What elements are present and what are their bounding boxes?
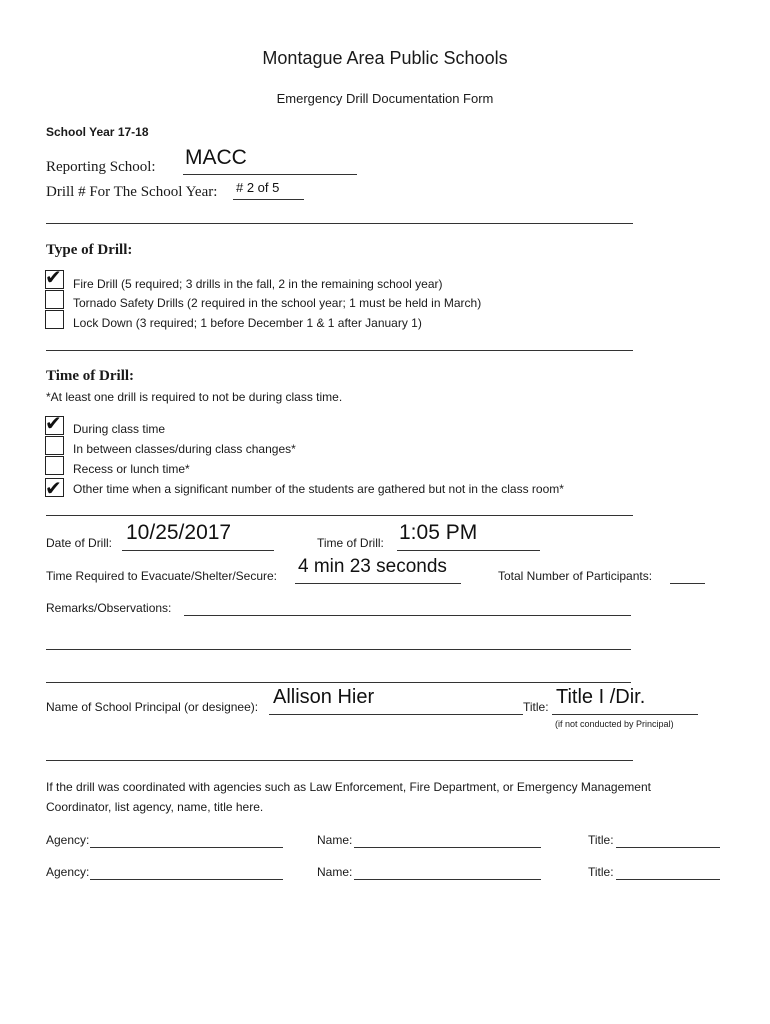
type-of-drill-heading: Type of Drill: [46, 242, 133, 258]
checkbox-recess-lunch[interactable] [45, 456, 64, 475]
remarks-line[interactable] [46, 682, 631, 683]
remarks-line[interactable] [184, 615, 631, 616]
option-lock-down: Lock Down (3 required; 1 before December 1 & 1 after January 1) [73, 316, 422, 330]
form-subtitle: Emergency Drill Documentation Form [276, 91, 494, 106]
divider [46, 350, 633, 351]
evacuate-line [295, 583, 461, 584]
time-of-drill-heading: Time of Drill: [46, 368, 135, 384]
agency-name-label-2: Name: [317, 865, 353, 879]
time-line [397, 550, 540, 551]
check-icon: ✔ [45, 476, 62, 500]
check-icon: ✔ [45, 265, 62, 289]
option-between-classes: In between classes/during class changes* [73, 442, 296, 456]
agency-title-field-2[interactable] [616, 879, 720, 880]
checkbox-between-classes[interactable] [45, 436, 64, 455]
option-other-time: Other time when a significant number of the students are gathered but not in the class room* [73, 482, 564, 496]
agency-name-label-1: Name: [317, 833, 353, 847]
agency-title-label-1: Title: [588, 833, 614, 847]
agency-label-2: Agency: [46, 865, 90, 879]
divider [46, 760, 633, 761]
principal-value[interactable]: Allison Hier [273, 686, 375, 708]
checkbox-lock-down[interactable] [45, 310, 64, 329]
time-of-drill-note: *At least one drill is required to not be during class time. [46, 390, 343, 404]
principal-title-value[interactable]: Title I /Dir. [556, 686, 646, 708]
principal-title-line [552, 714, 698, 715]
divider [46, 515, 633, 516]
agencies-intro-line2: Coordinator, list agency, name, title here. [46, 800, 264, 814]
agency-title-field-1[interactable] [616, 847, 720, 848]
evacuate-value[interactable]: 4 min 23 seconds [298, 556, 447, 577]
principal-title-label: Title: [523, 700, 549, 714]
date-label: Date of Drill: [46, 536, 113, 550]
agencies-intro-line1: If the drill was coordinated with agencies such as Law Enforcement, Fire Department, or Emergency Management [46, 780, 651, 794]
agency-field-2[interactable] [90, 879, 283, 880]
page-title: Montague Area Public Schools [262, 48, 508, 68]
agency-name-field-1[interactable] [354, 847, 541, 848]
time-value[interactable]: 1:05 PM [399, 521, 478, 544]
drill-number-label: Drill # For The School Year: [46, 184, 218, 200]
checkbox-tornado-drill[interactable] [45, 290, 64, 309]
principal-title-note: (if not conducted by Principal) [555, 719, 674, 729]
drill-number-line [233, 199, 304, 200]
option-recess-lunch: Recess or lunch time* [73, 462, 190, 476]
divider [46, 223, 633, 224]
option-during-class: During class time [73, 422, 166, 436]
option-tornado-drill: Tornado Safety Drills (2 required in the school year; 1 must be held in March) [73, 296, 482, 310]
remarks-label: Remarks/Observations: [46, 601, 172, 615]
date-value[interactable]: 10/25/2017 [126, 521, 232, 544]
reporting-school-line [183, 174, 357, 175]
check-icon: ✔ [45, 411, 62, 435]
reporting-school-label: Reporting School: [46, 159, 156, 175]
agency-label-1: Agency: [46, 833, 90, 847]
time-label: Time of Drill: [317, 536, 384, 550]
agency-name-field-2[interactable] [354, 879, 541, 880]
participants-label: Total Number of Participants: [498, 569, 653, 583]
agency-title-label-2: Title: [588, 865, 614, 879]
evacuate-label: Time Required to Evacuate/Shelter/Secure: [46, 569, 278, 583]
participants-line [670, 583, 705, 584]
agency-field-1[interactable] [90, 847, 283, 848]
school-year: School Year 17-18 [46, 125, 149, 139]
principal-label: Name of School Principal (or designee): [46, 700, 259, 714]
reporting-school-value[interactable]: MACC [185, 146, 247, 169]
drill-number-value[interactable]: # 2 of 5 [236, 180, 280, 195]
option-fire-drill: Fire Drill (5 required; 3 drills in the fall, 2 in the remaining school year) [73, 277, 443, 291]
remarks-line[interactable] [46, 649, 631, 650]
principal-line [269, 714, 523, 715]
date-line [122, 550, 274, 551]
